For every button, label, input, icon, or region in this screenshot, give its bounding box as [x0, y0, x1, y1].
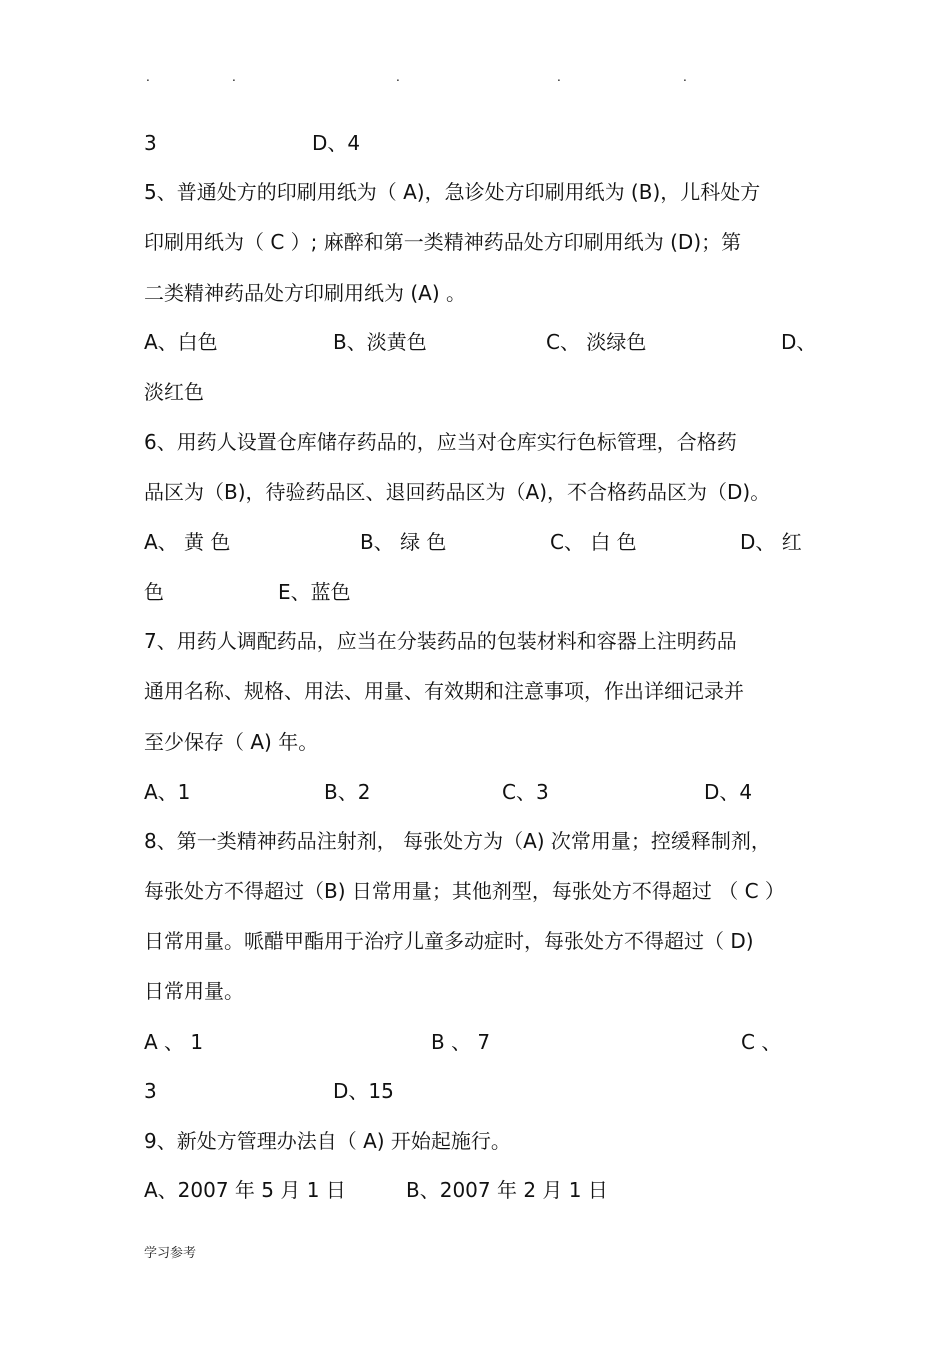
option-text: D、 红	[740, 530, 802, 554]
option-text: B 、 7	[431, 1030, 491, 1054]
header-dot: .	[396, 70, 400, 84]
header-dot: .	[557, 70, 561, 84]
header-dots	[0, 70, 950, 84]
option-text: C 、	[741, 1030, 782, 1054]
option-text: D、15	[333, 1079, 394, 1103]
question-text: 品区为（B)，待验药品区、退回药品区为（A)，不合格药品区为（D)。	[144, 480, 771, 504]
question-text: 5、普通处方的印刷用纸为（ A)，急诊处方印刷用纸为 (B)，儿科处方	[144, 180, 761, 204]
option-text: A、1	[144, 780, 191, 804]
option-text: C、 淡绿色	[546, 330, 647, 354]
header-dot: .	[146, 70, 150, 84]
option-text: E、蓝色	[278, 580, 351, 604]
question-text: 9、新处方管理办法自（ A) 开始起施行。	[144, 1129, 511, 1153]
option-text: C、3	[502, 780, 549, 804]
question-text: 通用名称、规格、用法、用量、有效期和注意事项，作出详细记录并	[144, 679, 744, 703]
option-text: 3	[144, 131, 157, 155]
option-text: D、4	[312, 131, 361, 155]
option-text: B、2	[324, 780, 371, 804]
question-text: 印刷用纸为（ C ）; 麻醉和第一类精神药品处方印刷用纸为 (D)；第	[144, 230, 742, 254]
question-text: 7、用药人调配药品，应当在分装药品的包装材料和容器上注明药品	[144, 629, 737, 653]
option-text: 3	[144, 1079, 157, 1103]
option-text: D、4	[704, 780, 753, 804]
option-text: D、	[781, 330, 817, 354]
option-text: A、白色	[144, 330, 218, 354]
question-text: 8、第一类精神药品注射剂， 每张处方为（A) 次常用量；控缓释制剂，	[144, 829, 771, 853]
question-text: 6、用药人设置仓库储存药品的，应当对仓库实行色标管理，合格药	[144, 430, 737, 454]
question-text: 日常用量。哌醋甲酯用于治疗儿童多动症时，每张处方不得超过（ D)	[144, 929, 754, 953]
option-text: 淡红色	[144, 380, 204, 404]
option-text: A、 黄 色	[144, 530, 231, 554]
header-dot: .	[683, 70, 687, 84]
option-text: 色	[144, 580, 164, 604]
header-dot: .	[232, 70, 236, 84]
option-text: C、 白 色	[550, 530, 637, 554]
option-text: B、淡黄色	[333, 330, 427, 354]
option-text: B、 绿 色	[360, 530, 447, 554]
question-text: 日常用量。	[144, 979, 244, 1003]
page-footer: 学习参考	[144, 1246, 197, 1261]
option-text: A 、 1	[144, 1030, 204, 1054]
question-text: 每张处方不得超过（B) 日常用量；其他剂型，每张处方不得超过 （ C ）	[144, 879, 785, 903]
option-text: B、2007 年 2 月 1 日	[406, 1178, 608, 1202]
question-text: 二类精神药品处方印刷用纸为 (A) 。	[144, 281, 467, 305]
option-text: A、2007 年 5 月 1 日	[144, 1178, 346, 1202]
question-text: 至少保存（ A) 年。	[144, 730, 319, 754]
